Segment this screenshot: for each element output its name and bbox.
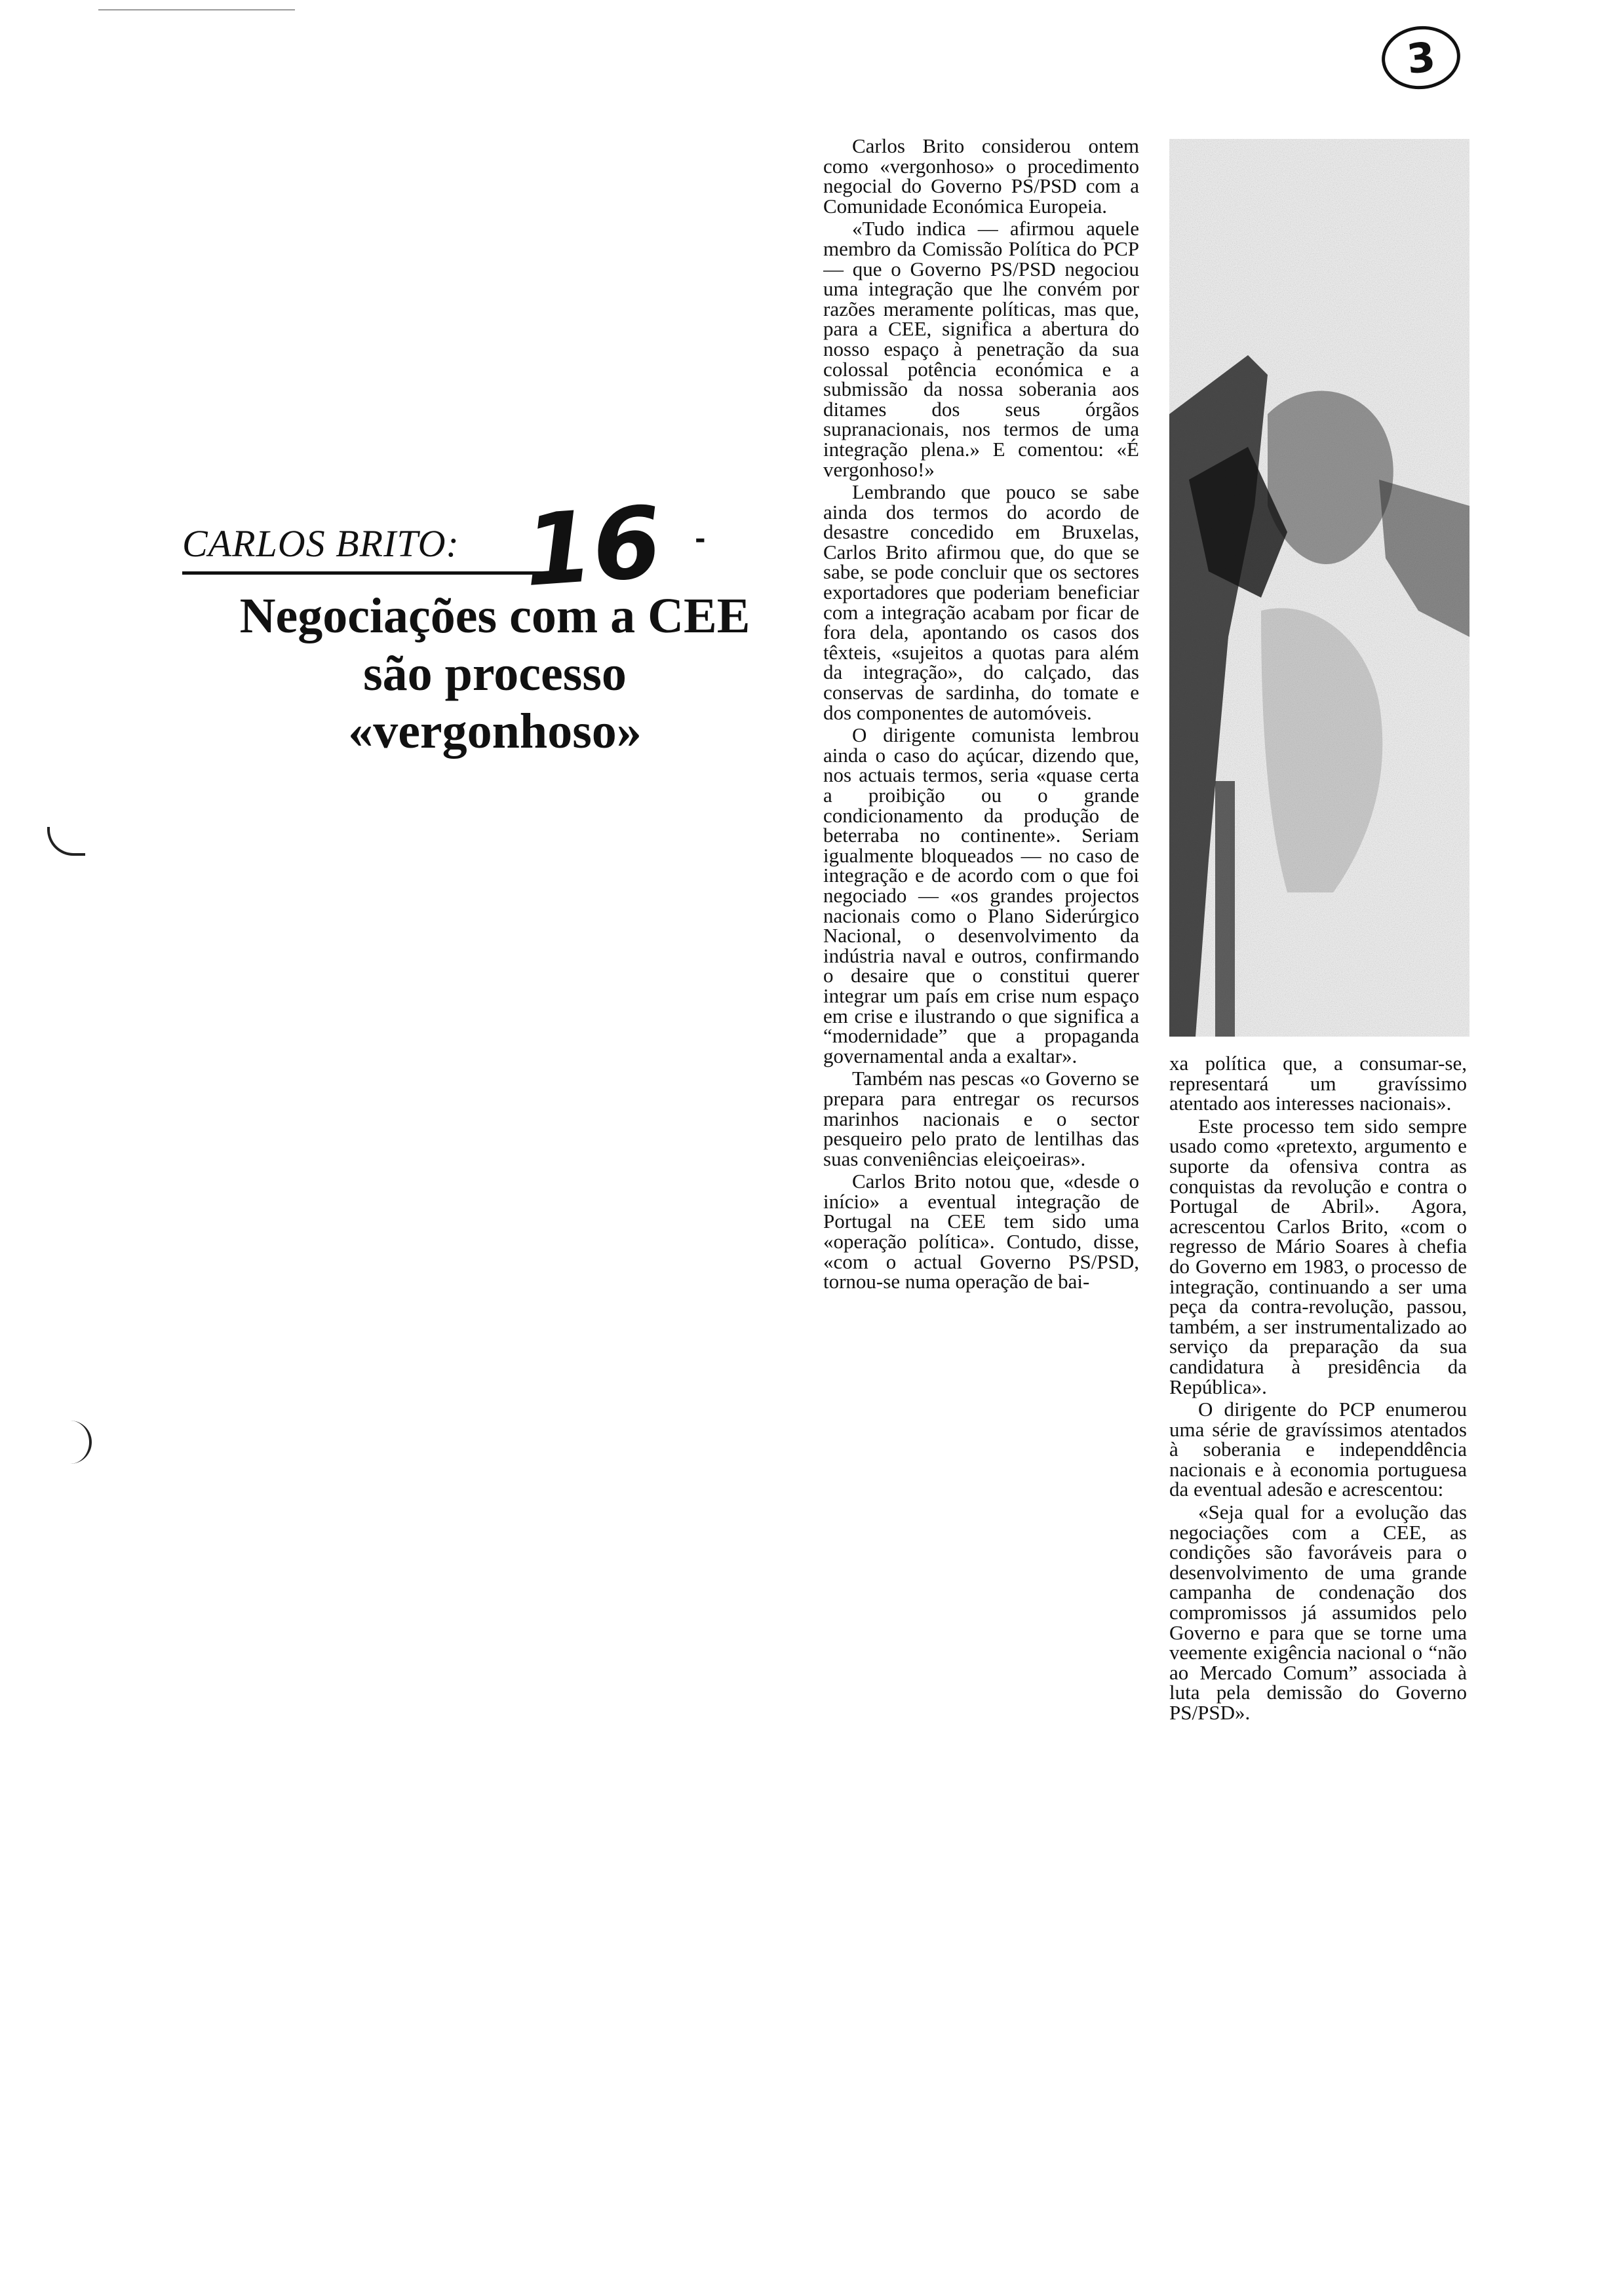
paragraph: O dirigente do PCP enumerou uma série de gravíssimos atentados à soberania e independdência nacionais e à economia portuguesa da eventual adesão e acrescentou: (1169, 1398, 1467, 1501)
article-column-2 (1169, 1054, 1467, 2200)
article-kicker: CARLOS BRITO: (182, 522, 459, 565)
annotation-tick: - (695, 524, 706, 554)
paragraph: Também nas pescas «o Governo se prepara para entregar os recursos marinhos nacionais e o sector pesqueiro pelo prato de lentilhas das suas conveniências eleiçoeiras». (823, 1067, 1139, 1170)
paragraph: Carlos Brito notou que, «desde o início» a eventual integração de Portugal na CEE tem sido uma «operação política». Contudo, disse, «com o actual Governo PS/PSD, tornou-se numa operação de bai- (823, 1170, 1139, 1293)
paragraph: xa política que, a consumar-se, representará um gravíssimo atentado aos interesses nacionais». (1169, 1054, 1467, 1115)
scan-margin-mark (60, 1421, 92, 1464)
headline-line-3: «vergonhoso» (348, 704, 642, 759)
paragraph: Lembrando que pouco se sabe ainda dos termos do acordo de desastre concedido em Bruxelas, Carlos Brito afirmou que, do que se sabe, se pode concluir que os sectores exportadores que poderiam beneficiar com a integração acabam por ficar de fora dela, apontando os casos dos têxteis, «sujeitos a quotas para além da integração», do calçado, das conservas de sardinha, do tomate e dos componentes de automóveis. (823, 480, 1139, 724)
page-number-mark: 3 (1378, 22, 1463, 93)
scan-margin-mark (47, 827, 85, 856)
kicker-underline (182, 571, 549, 575)
article-column-1 (823, 136, 1139, 2200)
press-photo (1169, 139, 1469, 1037)
press-photo-icon (1169, 139, 1469, 1037)
paragraph: «Tudo indica — afirmou aquele membro da Comissão Política do PCP — que o Governo PS/PSD negociou uma integração que lhe convém por razões meramente políticas, mas que, para a CEE, significa a abertura do nosso espaço à penetração da sua colossal potência económica e a submissão da nossa soberania aos ditames dos seus órgãos supranacionais, nos termos de uma integração plena.» E comentou: «É vergonhoso!» (823, 217, 1139, 481)
handwritten-annotation: 16 (520, 485, 665, 609)
article-headline (197, 587, 793, 760)
headline-line-2: são processo (363, 646, 627, 701)
paragraph: Este processo tem sido sempre usado como «pretexto, argumento e suporte da ofensiva contra as conquistas da revolução e contra o Portugal de Abril». Agora, acrescentou Carlos Brito, «com o regresso de Mário Soares à chefia do Governo em 1983, o processo de integração, continuando a ser uma peça da contra-revolução, passou, também, a ser instrumentalizado ao serviço da preparação da sua candidatura à presidência da República». (1169, 1114, 1467, 1398)
paragraph: O dirigente comunista lembrou ainda o caso do açúcar, dizendo que, nos actuais termos, seria «quase certa a proibição ou o grande condicionamento da produção de beterraba no continente». Seriam igualmente bloqueados — no caso de integração e de acordo com o que foi negociado — «os grandes projectos nacionais como o Plano Siderúrgico Nacional, o desenvolvimento da indústria naval e outros, confirmando o desaire que o constitui querer integrar um país em crise num espaço em crise e ilustrando o que significa a “modernidade” que a propaganda governamental anda a exaltar». (823, 723, 1139, 1067)
scan-top-rule (98, 9, 295, 10)
paragraph: Carlos Brito considerou ontem como «vergonhoso» o procedimento negocial do Governo PS/PSD com a Comunidade Económica Europeia. (823, 136, 1139, 218)
paragraph: «Seja qual for a evolução das negociações com a CEE, as condições são favoráveis para o desenvolvimento de uma grande campanha de condenação dos compromissos já assumidos pelo Governo e para que se torne uma veemente exigência nacional o “não ao Mercado Comum” associada à luta pela demissão do Governo PS/PSD». (1169, 1501, 1467, 1724)
headline-line-1: Negociações com a CEE (239, 588, 750, 643)
